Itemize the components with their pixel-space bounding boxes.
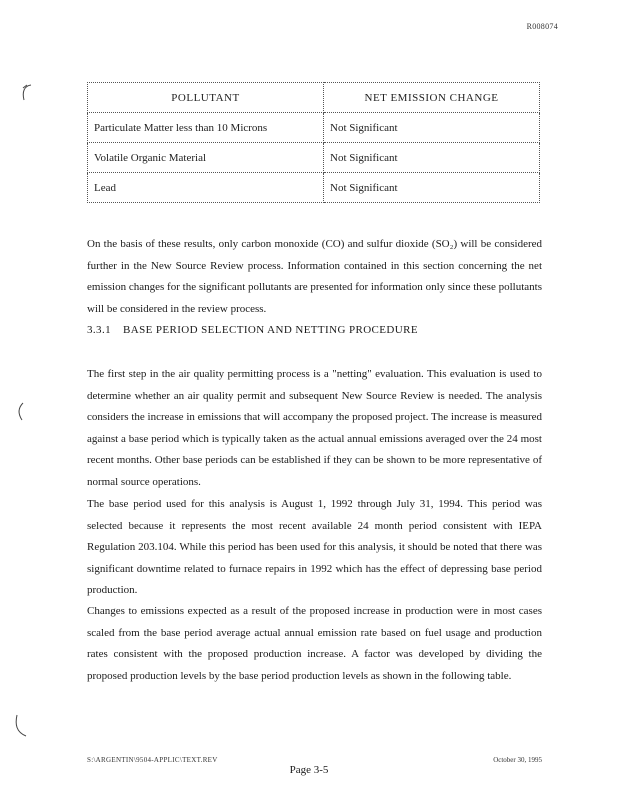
pollutant-cell: Volatile Organic Material xyxy=(88,143,324,173)
margin-mark-middle xyxy=(14,400,28,424)
paragraph-results: On the basis of these results, only carbon monoxide (CO) and sulfur dioxide (SO₂) will be considered further in the New Source Review process. Information contained in this section concerning the net emission changes for the significant pollutants are presented for information only since these pollutants will be considered in the review process. xyxy=(87,238,542,315)
emission-change-cell: Not Significant xyxy=(324,113,540,143)
table-row xyxy=(88,143,540,173)
emissions-table xyxy=(87,82,540,203)
margin-mark-bottom xyxy=(12,712,30,740)
margin-mark-top xyxy=(18,82,34,104)
header-pollutant: POLLUTANT xyxy=(88,83,324,113)
table-row xyxy=(88,173,540,203)
header-net-emission-change: NET EMISSION CHANGE xyxy=(324,83,540,113)
document-id: R008074 xyxy=(526,22,558,31)
page-number: Page 3-5 xyxy=(289,764,329,776)
paragraph-emission-changes: Changes to emissions expected as a result of the proposed increase in production were in most cases scaled from the base period average actual annual emission rate based on fuel usage and production rates consistent with the proposed production increase. A factor was developed by dividing the proposed production levels by the base period production levels as shown in the following table. xyxy=(87,605,542,682)
paragraph-base-period: The base period used for this analysis is August 1, 1992 through July 31, 1994. This period was selected because it represents the most recent available 24 month period consistent with IEPA Regulation 203.104. While this period has been used for this analysis, it should be noted that there was significant downtime related to furnace repairs in 1992 which has the effect of depressing base period production. xyxy=(87,498,542,596)
emission-change-cell: Not Significant xyxy=(324,143,540,173)
section-heading xyxy=(87,324,542,336)
emission-change-cell: Not Significant xyxy=(324,173,540,203)
section-number: 3.3.1 xyxy=(87,324,111,336)
paragraph-netting: The first step in the air quality permitting process is a "netting" evaluation. This evaluation is used to determine whether an air quality permit and subsequent New Source Review is needed. The analysis considers the increase in emissions that will accompany the proposed project. The increase is measured against a base period which is typically taken as the actual annual emissions averaged over the 24 most recent months. Other base periods can be established if they can be shown to be more representative of normal source operations. xyxy=(87,368,542,488)
section-title: BASE PERIOD SELECTION AND NETTING PROCEDURE xyxy=(123,324,418,336)
pollutant-cell: Lead xyxy=(88,173,324,203)
table-row xyxy=(88,113,540,143)
footer-date: October 30, 1995 xyxy=(493,756,542,764)
table-header-row xyxy=(88,83,540,113)
footer-file-path: S:\ARGENTIN\9504-APPLIC\TEXT.REV xyxy=(87,756,218,764)
pollutant-cell: Particulate Matter less than 10 Microns xyxy=(88,113,324,143)
